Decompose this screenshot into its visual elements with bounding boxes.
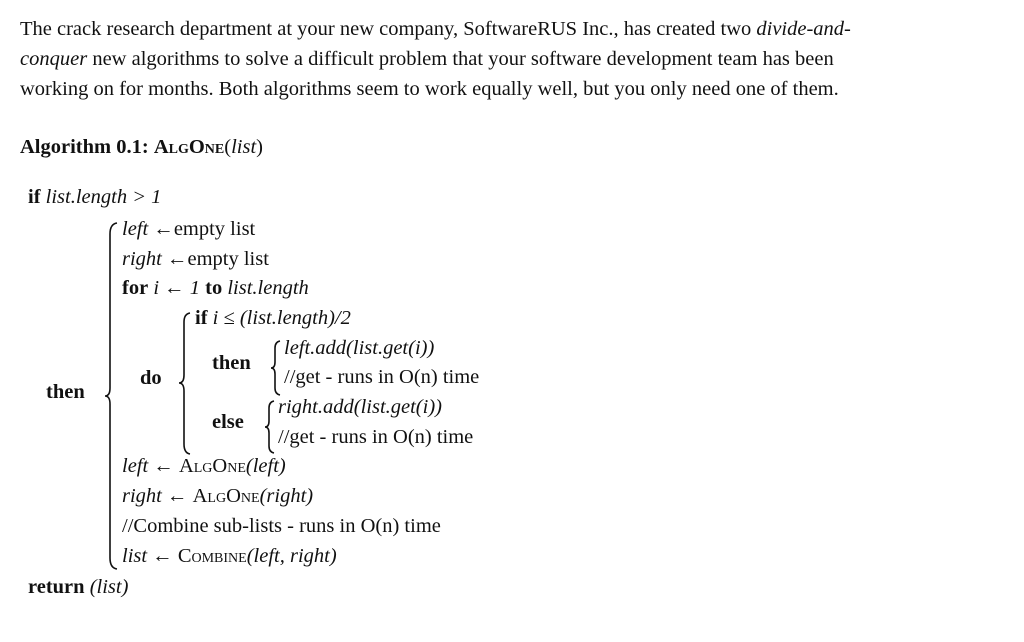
var-list: list (122, 545, 148, 567)
var-left: left (122, 455, 149, 477)
else-brace (264, 400, 276, 454)
call-args: (right) (259, 485, 314, 507)
combine-line (122, 545, 337, 568)
assign-op: ← (148, 455, 179, 477)
call-args: (left) (245, 455, 286, 477)
right-recursive-line (122, 485, 313, 508)
if-line (28, 186, 161, 209)
then-brace (270, 340, 282, 396)
left-add-line: left.add(list.get(i)) (284, 337, 435, 359)
keyword-else: else (212, 411, 244, 433)
algorithm-param: list (231, 136, 257, 158)
intro-text: The crack research department at your new company, SoftwareRUS Inc., has created two (20, 18, 757, 40)
keyword-do: do (140, 367, 162, 389)
for-line (122, 277, 309, 300)
intro-paragraph (20, 14, 1010, 104)
for-end: list.length (222, 277, 309, 299)
var-left: left (122, 218, 149, 240)
algorithm-name: AlgOne (153, 136, 225, 158)
outer-brace (104, 222, 120, 570)
for-range: i ← 1 (148, 277, 206, 299)
inner-if-line (195, 307, 351, 330)
call-args: (left, right) (246, 545, 337, 567)
left-init-line (122, 218, 255, 241)
intro-text: working on for months. Both algorithms seem to work equally well, but you only need one of them. (20, 78, 839, 100)
return-value: (list) (84, 576, 129, 598)
if-condition: list.length > 1 (45, 186, 162, 208)
comment-get-2: //get - runs in O(n) time (278, 426, 474, 448)
intro-line-1 (20, 14, 1010, 44)
intro-line-3 (20, 74, 1010, 104)
intro-line-2 (20, 44, 1010, 74)
keyword-if-inner: if (195, 307, 208, 329)
intro-emphasis: conquer (20, 48, 88, 70)
keyword-return: return (28, 576, 85, 598)
empty-list: empty list (173, 218, 256, 240)
assign-op: ← (147, 545, 178, 567)
intro-emphasis: divide-and- (756, 18, 851, 40)
left-recursive-line (122, 455, 286, 478)
function-combine: Combine (177, 545, 247, 567)
keyword-then-inner: then (212, 352, 251, 374)
right-add-line: right.add(list.get(i)) (278, 396, 442, 418)
function-algone: AlgOne (192, 485, 260, 507)
assign-op: ← (148, 218, 174, 240)
keyword-to: to (205, 277, 223, 299)
keyword-then-outer: then (46, 381, 85, 403)
inner-if-condition: i ≤ (list.length)/2 (207, 307, 351, 329)
var-right: right (122, 248, 162, 270)
function-algone: AlgOne (178, 455, 246, 477)
empty-list: empty list (187, 248, 269, 270)
keyword-if: if (28, 186, 41, 208)
var-right: right (122, 485, 162, 507)
assign-op: ← (161, 485, 193, 507)
combine-comment: //Combine sub-lists - runs in O(n) time (122, 515, 441, 537)
do-brace (178, 312, 192, 455)
keyword-for: for (122, 277, 149, 299)
assign-op: ← (161, 248, 188, 270)
comment-get-1: //get - runs in O(n) time (284, 366, 480, 388)
intro-text: new algorithms to solve a difficult problem that your software development team has been (87, 48, 834, 70)
return-line (28, 576, 128, 599)
algorithm-label: Algorithm 0.1: (20, 136, 149, 158)
algorithm-title: Algorithm 0.1: AlgOne(list) (20, 136, 263, 158)
right-init-line (122, 248, 269, 271)
